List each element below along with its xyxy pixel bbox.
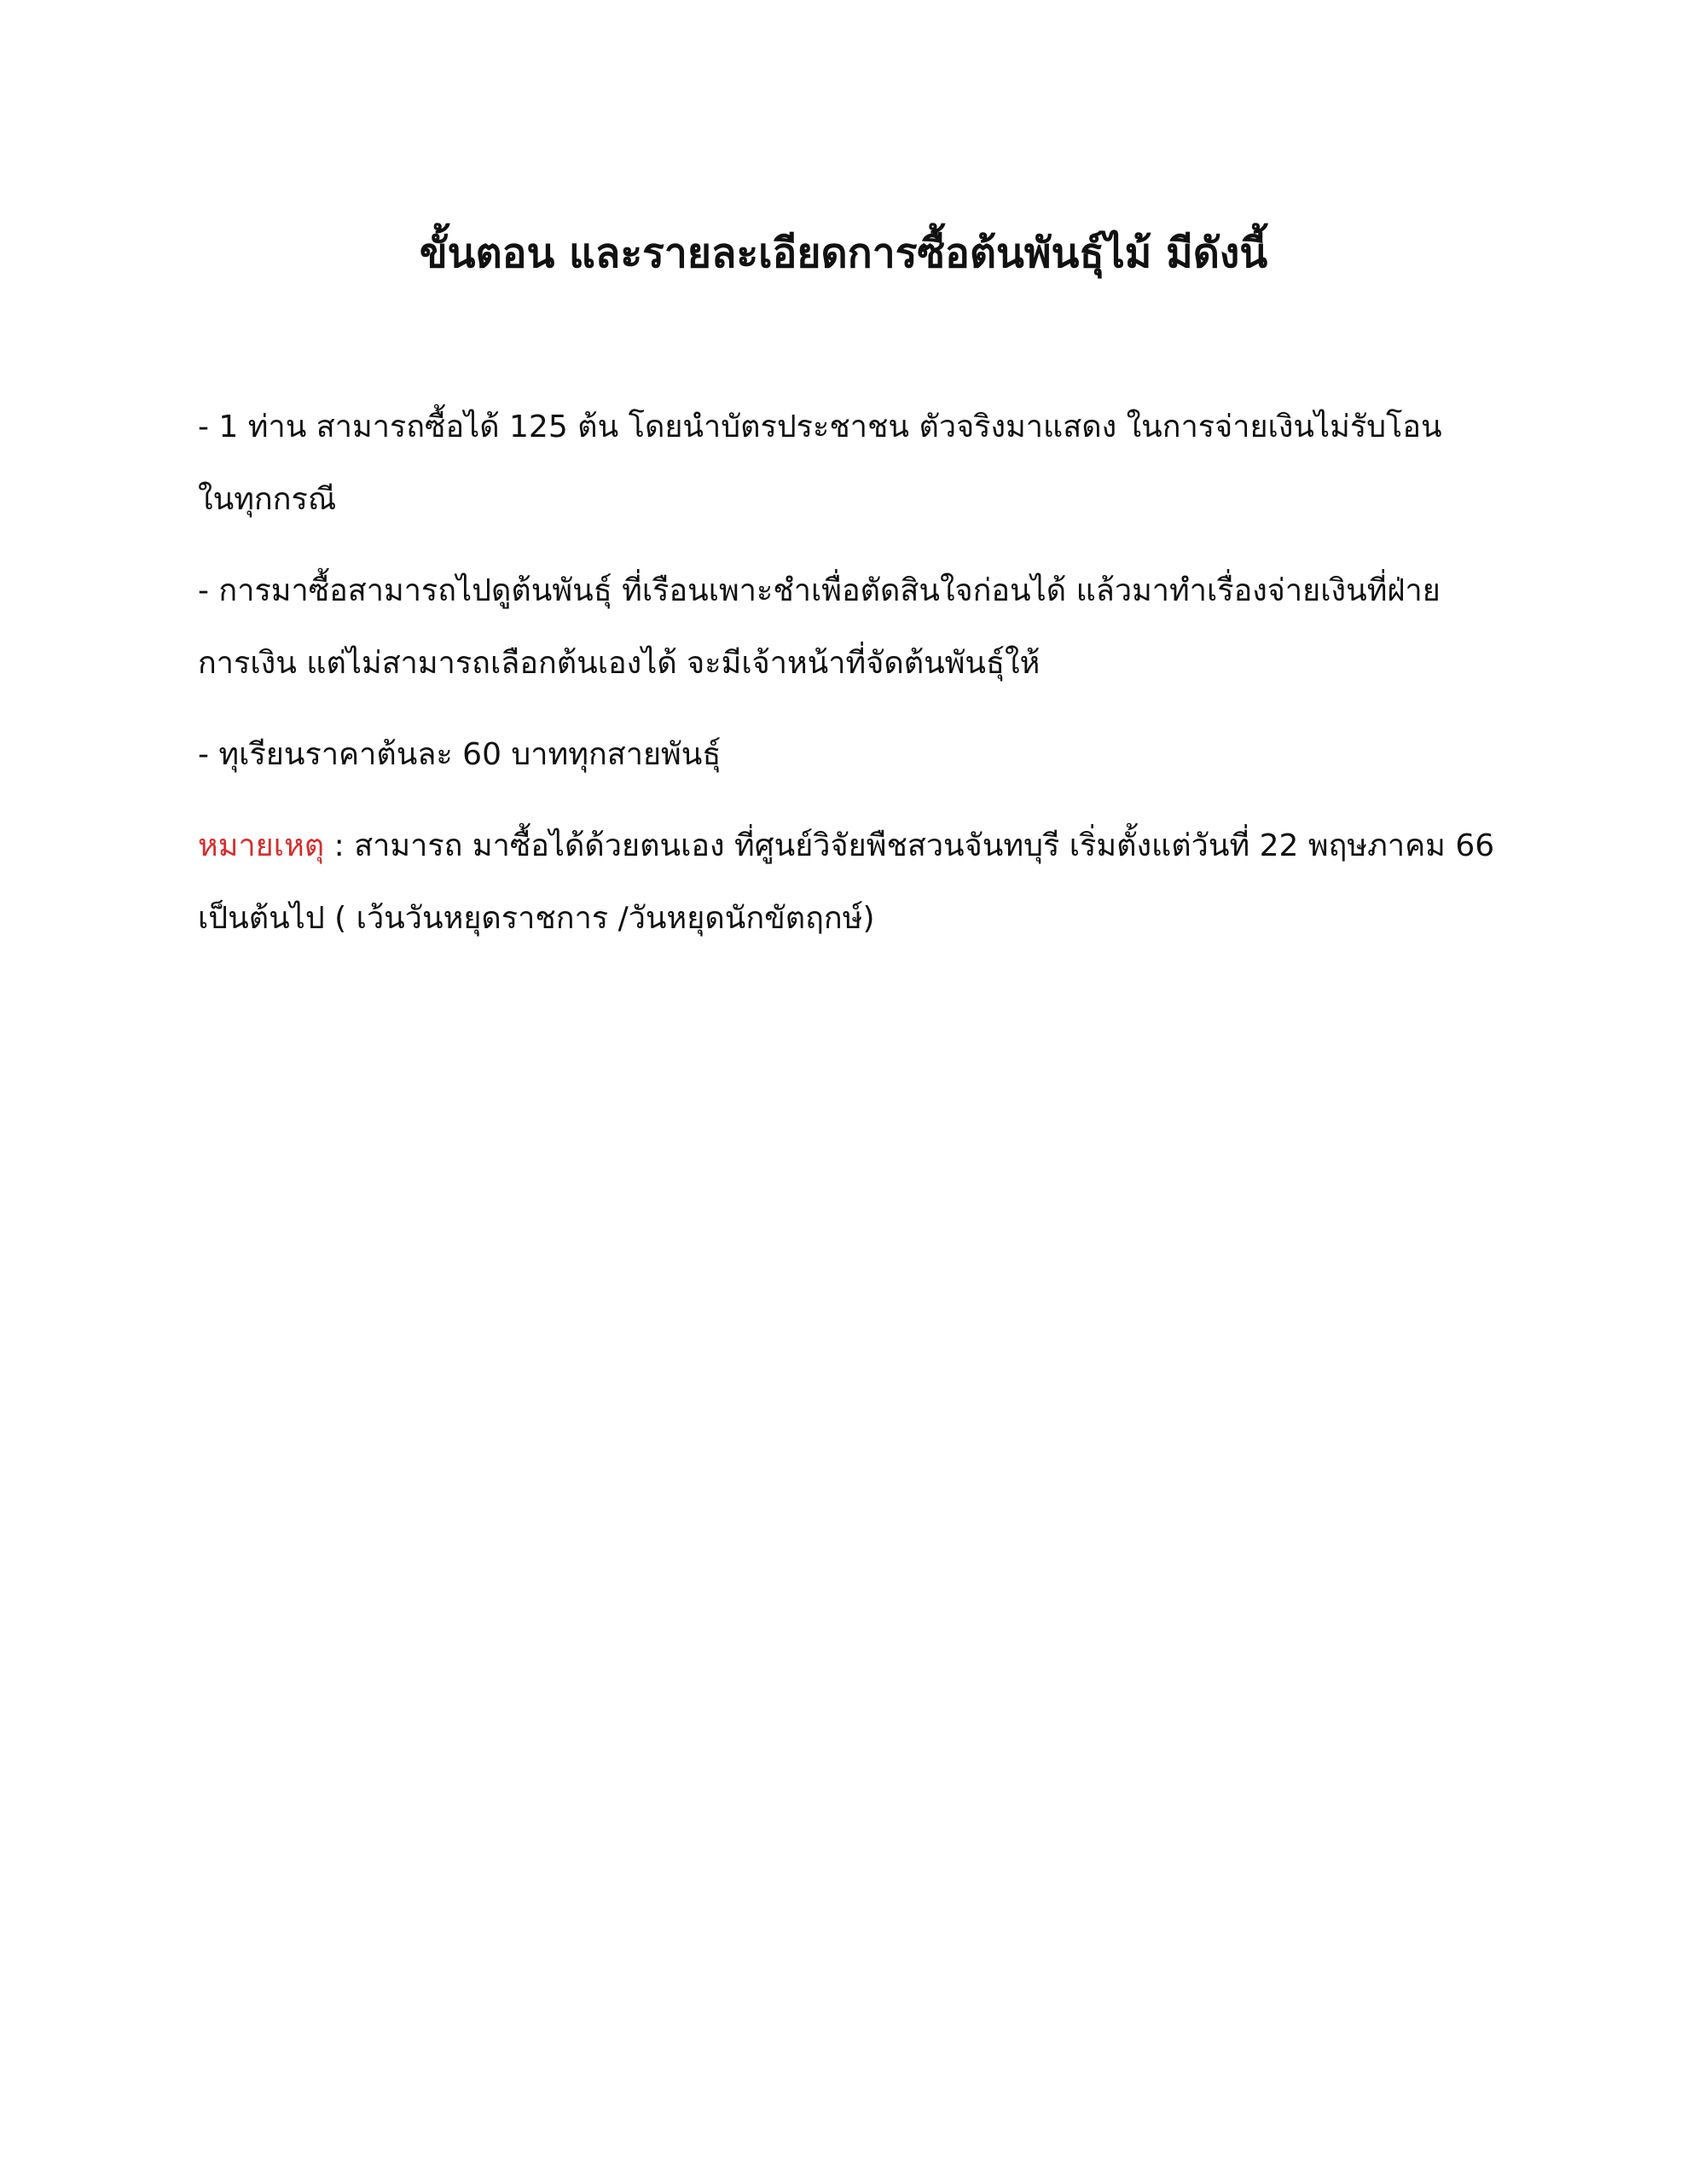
note-line2: เป็นต้นไป ( เว้นวันหยุดราชการ /วันหยุดนักขัตฤกษ์) — [198, 901, 875, 936]
item-purchase-limit — [198, 391, 1528, 536]
item-purchase-limit-line2: ในทุกกรณี — [198, 482, 337, 517]
item-nursery-visit-line2: การเงิน แต่ไม่สามารถเลือกต้นเองได้ จะมีเจ้าหน้าที่จัดต้นพันธุ์ให้ — [198, 646, 1041, 681]
item-durian-price — [198, 718, 1528, 791]
item-purchase-limit-line1: - 1 ท่าน สามารถซื้อได้ 125 ต้น โดยนำบัตรประชาชน ตัวจริงมาแสดง ในการจ่ายเงินไม่รับโอน — [198, 410, 1442, 444]
note-line1: : สามารถ มาซื้อได้ด้วยตนเอง ที่ศูนย์วิจัยพืชสวนจันทบุรี เริ่มตั้งแต่วันที่ 22 พฤษภาคม 66 — [324, 828, 1495, 863]
item-nursery-visit — [198, 555, 1528, 700]
item-nursery-visit-line1: - การมาซื้อสามารถไปดูต้นพันธุ์ ที่เรือนเพาะชำเพื่อตัดสินใจก่อนได้ แล้วมาทำเรื่องจ่ายเงินที่ฝ่าย — [198, 573, 1441, 608]
item-durian-price-line1: - ทุเรียนราคาต้นละ 60 บาททุกสายพันธุ์ — [198, 737, 722, 772]
content-body — [198, 391, 1528, 973]
note-label: หมายเหตุ — [198, 828, 325, 863]
page-title: ขั้นตอน และรายละเอียดการซื้อต้นพันธุ์ไม้ มีดังนี้ — [419, 229, 1268, 277]
note-paragraph — [198, 810, 1528, 955]
